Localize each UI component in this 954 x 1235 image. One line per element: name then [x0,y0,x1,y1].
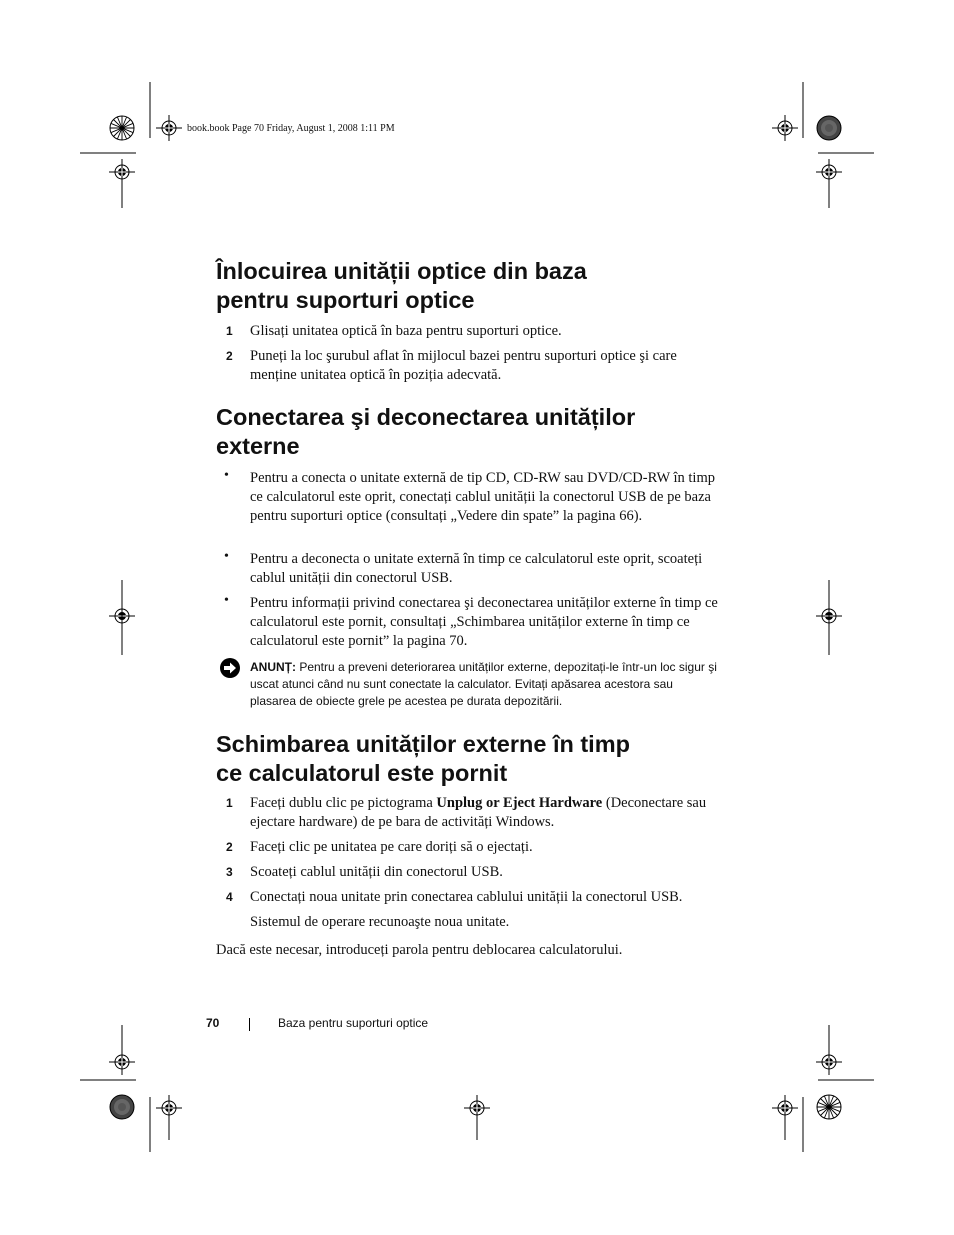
step-text: Puneți la loc şurubul aflat în mijlocul bazei pentru suporturi optice şi care menține unitatea optică în poziția adecvată. [250,348,677,383]
step-number: 3 [226,865,233,879]
step-text: Conectați noua unitate prin conectarea cablului unității la conectorul USB. [250,889,683,905]
step-text: Scoateți cablul unității din conectorul USB. [250,864,503,880]
heading-line: Înlocuirea unității optice din baza [216,258,587,284]
heading-line: externe [216,433,300,459]
notice-arrow-icon [219,657,241,679]
bullet-marker: • [224,549,229,564]
step-text: Glisați unitatea optică în baza pentru suporturi optice. [250,323,562,339]
step-text-part: (Deconectare sau ejectare hardware) de pe bara de activități Windows. [250,795,707,830]
section-heading-replace-optical-drive [216,257,736,315]
closing-paragraph: Dacă este necesar, introduceți parola pentru deblocarea calculatorului. [216,942,623,958]
step-text-part: Faceți dublu clic pe pictograma [250,795,437,811]
print-header-note: book.book Page 70 Friday, August 1, 2008 1:11 PM [187,123,395,134]
step-number: 1 [226,796,233,810]
heading-line: ce calculatorul este pornit [216,760,508,786]
bullet-text: Pentru a conecta o unitate externă de tip CD, CD-RW sau DVD/CD-RW în timp ce calculatorul este oprit, conectați cablul unității la conectorul USB de pe baza pentru suporturi optice (consultați „Vedere din spate” la pagina 66). [250,470,715,524]
step-number: 4 [226,890,233,904]
step-number: 1 [226,324,233,338]
heading-line: Schimbarea unităților externe în timp [216,731,630,757]
unplug-eject-hardware-label: Unplug or Eject Hardware [436,795,603,811]
bullet-text: Pentru informații privind conectarea şi deconectarea unităților externe în timp ce calculatorul este pornit, consultați „Schimbarea unităților externe în timp ce calculatorul este pornit” la pagina 70. [250,595,718,649]
bullet-marker: • [224,468,229,483]
footer-section-title: Baza pentru suporturi optice [278,1016,429,1030]
step-number: 2 [226,349,233,363]
step-number: 2 [226,840,233,854]
section-heading-hot-swap-external-drives [216,730,736,788]
step-text [250,794,720,832]
notice-callout [250,659,720,710]
notice-label: ANUNȚ: [250,660,296,674]
bullet-marker: • [224,593,229,608]
section-heading-connect-external-drives [216,403,736,461]
step-followup-text: Sistemul de operare recunoaşte noua unitate. [250,914,510,930]
bullet-text: Pentru a deconecta o unitate externă în timp ce calculatorul este oprit, scoateți cablul unității din conectorul USB. [250,551,703,586]
heading-line: pentru suporturi optice [216,287,475,313]
step-text: Faceți clic pe unitatea pe care doriți să o ejectați. [250,839,533,855]
page-number: 70 [206,1016,220,1030]
footer-separator [249,1018,250,1031]
heading-line: Conectarea şi deconectarea unităților [216,404,636,430]
notice-text: Pentru a preveni deteriorarea unităților externe, depozitați-le într-un loc sigur şi uscat atunci când nu sunt conectate la calculator. Evitați apăsarea acestora sau plasarea de obiecte grele pe acestea pe durata depozitării. [250,660,717,708]
